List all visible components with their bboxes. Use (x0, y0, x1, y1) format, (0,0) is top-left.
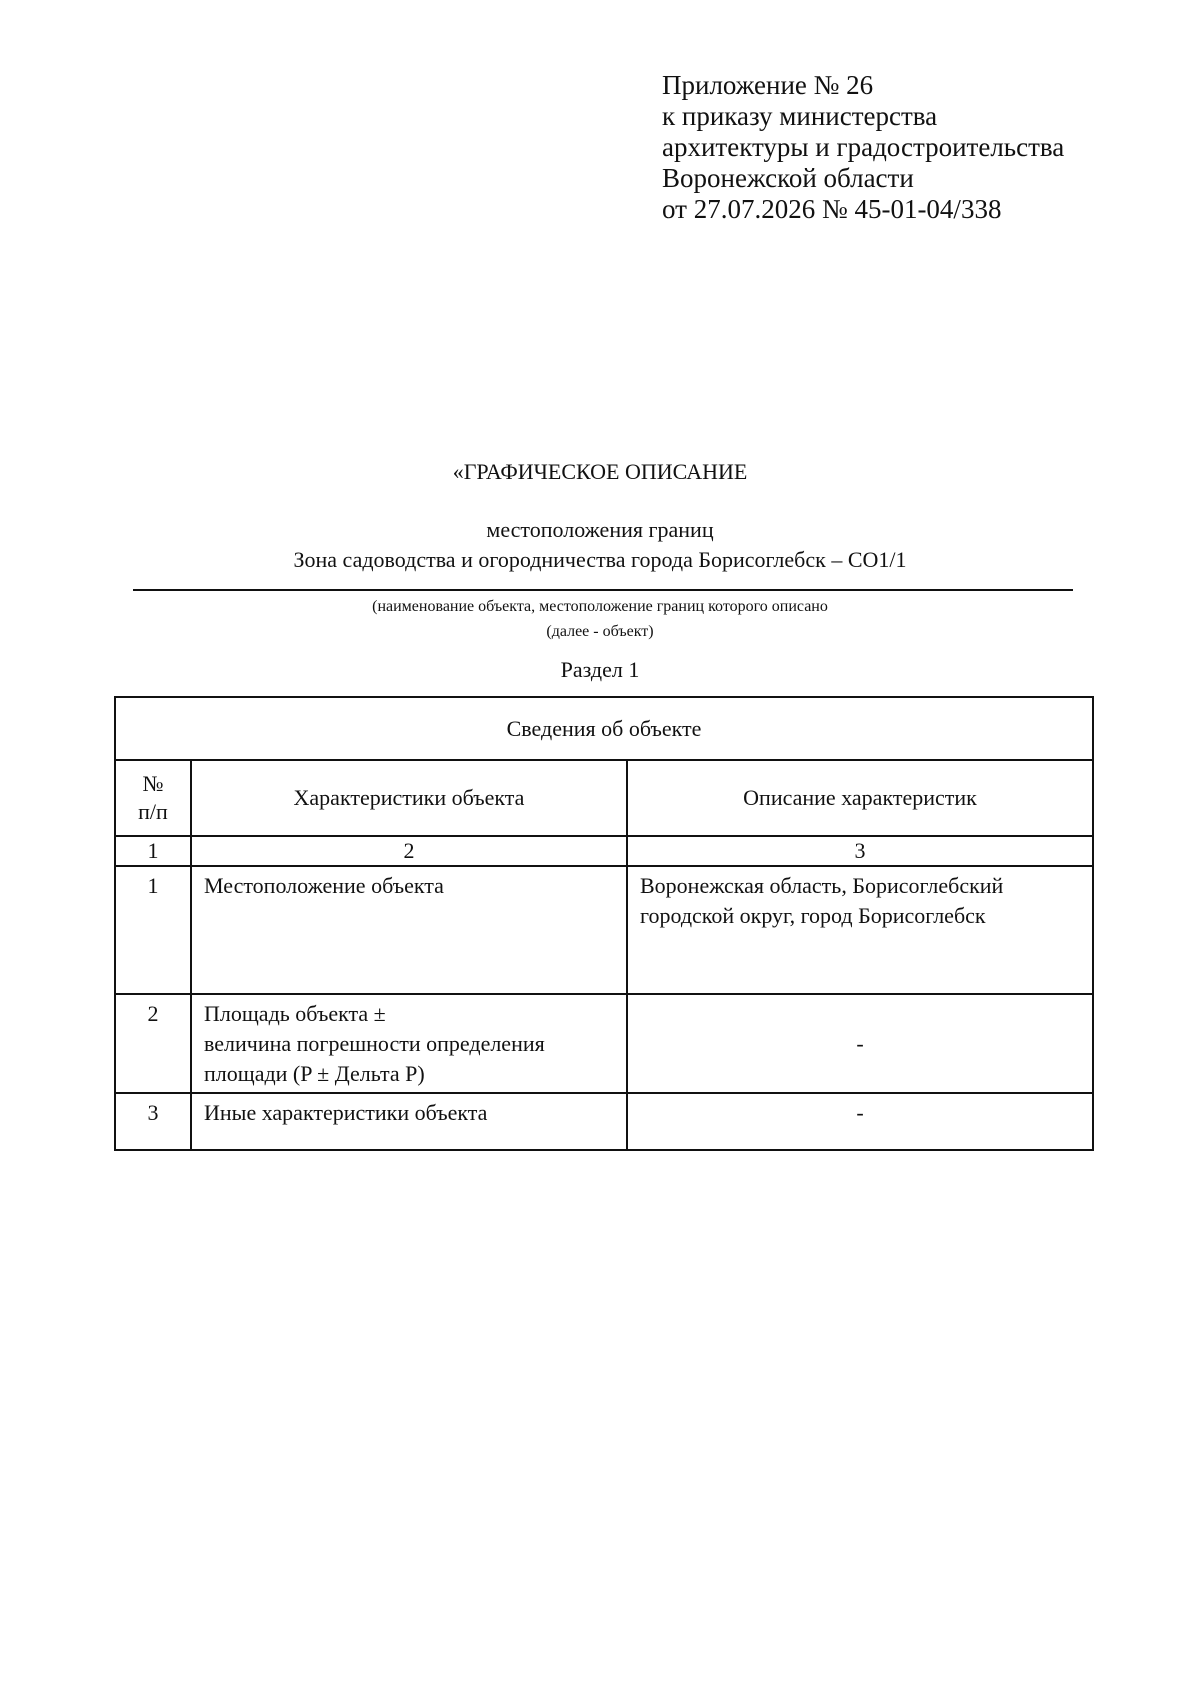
subtitle-line: Зона садоводства и огородничества города Борисоглебск – СО1/1 (293, 547, 907, 572)
appendix-block (662, 70, 1064, 225)
text-line: Воронежская область, Борисоглебский (640, 873, 1004, 898)
table-header-row (115, 760, 1093, 836)
text-line: величина погрешности определения (204, 1031, 545, 1056)
appendix-line: от 27.07.2026 № 45-01-04/338 (662, 194, 1002, 224)
column-number-row (115, 836, 1093, 866)
caption-line: (наименование объекта, местоположение границ которого описано (372, 598, 828, 615)
row-number: 3 (115, 1093, 191, 1150)
table-caption: Сведения об объекте (115, 697, 1093, 760)
object-info-table (114, 696, 1094, 1151)
row-characteristic (191, 994, 627, 1093)
row-characteristic (191, 1093, 627, 1150)
column-number: 1 (115, 836, 191, 866)
appendix-line: архитектуры и градостроительства (662, 132, 1065, 162)
appendix-line: к приказу министерства (662, 101, 938, 131)
header-description: Описание характеристик (627, 760, 1093, 836)
header-num-line: № (142, 771, 164, 796)
text-line: городской округ, город Борисоглебск (640, 903, 986, 928)
row-number: 2 (115, 994, 191, 1093)
column-number: 2 (191, 836, 627, 866)
appendix-line: Приложение № 26 (662, 70, 874, 100)
row-description: - (627, 994, 1093, 1093)
document-title: «ГРАФИЧЕСКОЕ ОПИСАНИЕ (452, 459, 748, 484)
text-line: Иные характеристики объекта (204, 1100, 488, 1125)
text-line: Площадь объекта ± (204, 1001, 386, 1026)
table-row (115, 994, 1093, 1093)
text-line: Местоположение объекта (204, 873, 444, 898)
appendix-line: Воронежской области (662, 163, 914, 193)
column-number: 3 (627, 836, 1093, 866)
header-characteristics: Характеристики объекта (191, 760, 627, 836)
table-row (115, 866, 1093, 994)
row-number: 1 (115, 866, 191, 994)
section-label: Раздел 1 (560, 657, 640, 682)
object-name-underline (133, 589, 1073, 591)
subtitle-line: местоположения границ (486, 517, 714, 542)
object-name-caption (0, 594, 1200, 644)
table-caption-row (115, 697, 1093, 760)
row-description (627, 866, 1093, 994)
row-characteristic (191, 866, 627, 994)
document-subtitle (0, 515, 1200, 575)
header-num (115, 760, 191, 836)
caption-line: (далее - объект) (546, 623, 654, 640)
table-row (115, 1093, 1093, 1150)
text-line: площади (P ± Дельта P) (204, 1061, 425, 1086)
header-num-line: п/п (138, 799, 168, 824)
row-description: - (627, 1093, 1093, 1150)
